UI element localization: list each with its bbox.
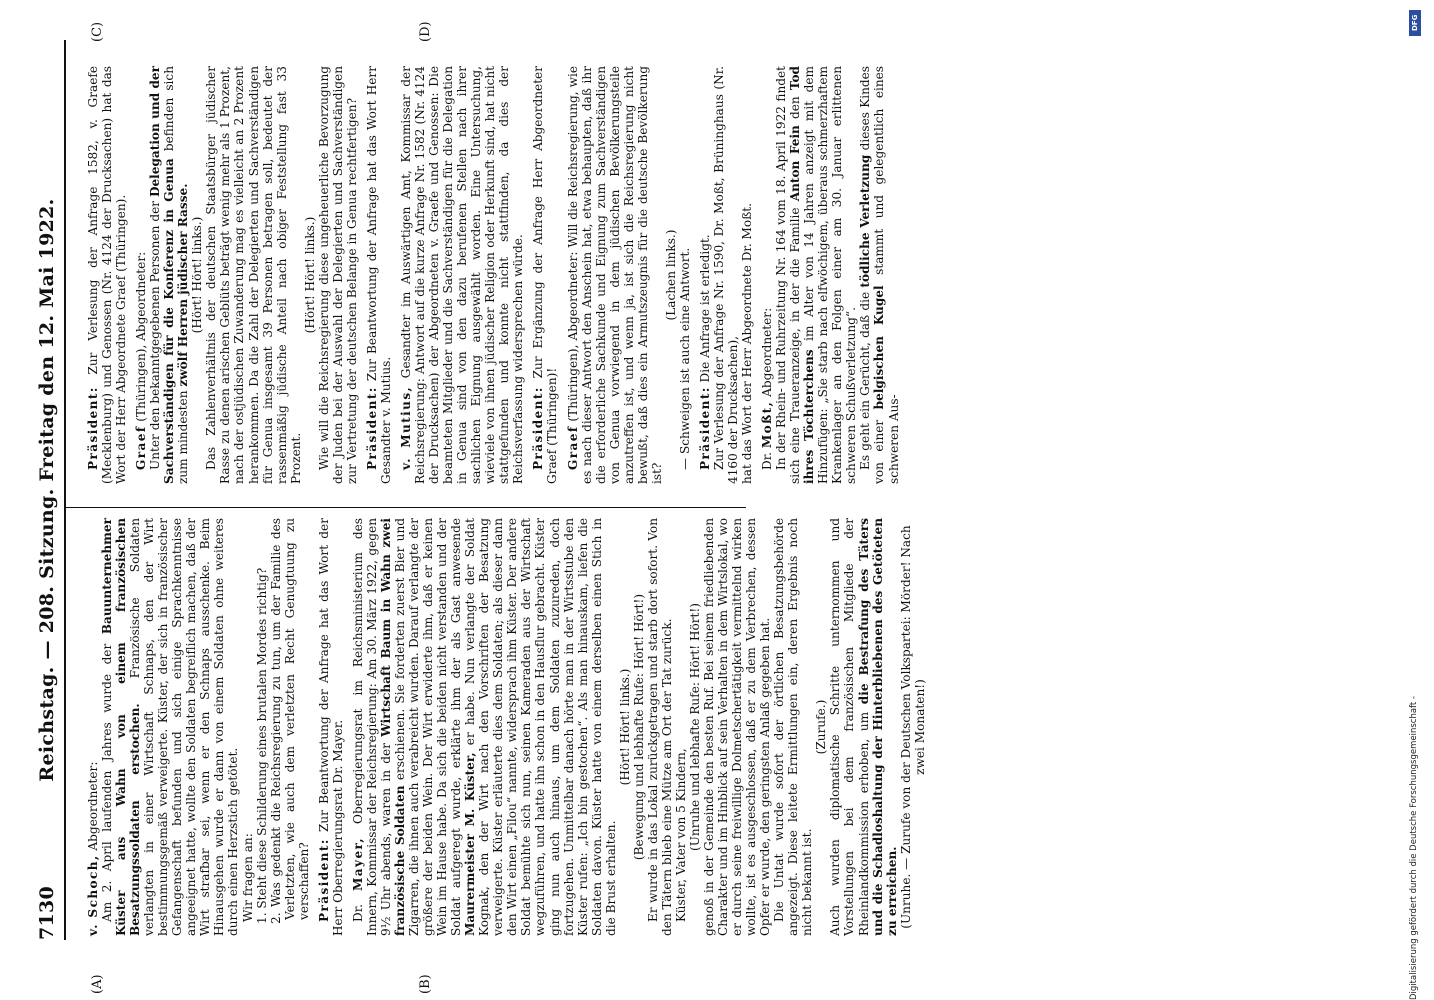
digitization-credit <box>1409 10 1421 1000</box>
interjection: (Unruhe. — Zurufe von der Deutschen Volkspartei: Mörder! Nach zwei Monaten!) <box>898 525 927 929</box>
interjection: (Hört! Hört! links.) <box>190 216 205 334</box>
right-column <box>86 66 901 484</box>
paragraph: Die Untat wurde sofort der örtlichen Besatzungsbehörde angezeigt. Diese leitete Ermittlungen ein, deren Ergebnis noch nicht bekannt ist. <box>772 518 815 936</box>
speaker-line: Präsident: Die Anfrage ist erledigt. <box>697 234 712 470</box>
speaker-line: Graef (Thüringen), Abgeordneter: <box>134 251 149 470</box>
dfg-logo: DFG <box>1409 10 1421 36</box>
page-number: 7130 <box>36 885 58 940</box>
paragraph: hat das Wort der Herr Abgeordnete Dr. Moßt. <box>740 203 755 484</box>
margin-mark-a: (A) <box>90 974 105 994</box>
speaker-line: Graef (Thüringen), Abgeordneter: Will die Reichsregierung, wie es nach dieser Antwort den Anschein hat, etwa behaupten, daß ihr die erforderliche Sachkunde und Eignung zum Sachverständigen von Genua vorwiegend in dem jüdischen Bevölkerungsteile anzutreffen ist, und wenn ja, ist sich die Reichsregierung nicht bewußt, daß dies ein Armutszeugnis für die deutsche Bevölkerung ist? <box>565 66 664 484</box>
paragraph: Wir fragen an: <box>240 833 255 922</box>
question-item: 1. Steht diese Schilderung eines brutalen Mordes richtig? <box>254 567 269 924</box>
interjection: (Hört! Hört! links.) <box>302 216 317 334</box>
speaker-name: Präsident: <box>316 838 331 922</box>
paragraph: — Schweigen ist auch eine Antwort. <box>677 247 692 470</box>
running-header <box>36 40 66 940</box>
paragraph: Küster, Vater von 5 Kindern, <box>673 748 688 922</box>
speaker-name: Mayer, <box>350 836 365 891</box>
paragraph: Unter den bekanntgegebenen Personen der Delegation und der Sachverständigen für die Konferenz in Genua befinden sich zum mindesten zwölf Herren jüdischer Rasse. <box>148 66 191 484</box>
paragraph: Dr. Mayer, Oberregierungsrat im Reichsministerium des Innern, Kommissar der Reichsregierung: Am 30. März 1922, gegen 9½ Uhr abends, waren in der Wirtschaft Baum in Wahn zwei französische Soldaten erschienen. Sie forderten zuerst Bier und Zigarren, die ihnen auch verabreicht wurden. Darauf verlangte der größere der beiden Wein. Der Wirt erwiderte ihm, daß er keinen Wein im Hause habe. Da sich die beiden nicht verstanden und der Soldat aufgeregt wurde, erklärte ihm der als Gast anwesende Maurermeister M. Küster, er habe. Nun verlangte der Soldat Kognak, den der Wirt nach den Vorschriften der Besatzung verweigerte. Küster erläuterte dies dem Soldaten; als dieser dann den Wirt einen „Filou“ nannte, widersprach ihm Küster. Der andere Soldat bemühte sich nun, seinen Kameraden aus der Wirtschaft wegzuführen, und hatte ihn schon in den Hausflur gebracht. Küster ging nun auch hinaus, um dem Soldaten zuzureden, doch fortzugehen. Unmittelbar danach hörte man in der Wirtsstube den Küster rufen: „Ich bin gestochen“. Als man hinauskam, liefen die Soldaten davon. Küster hatte von einem derselben einen Stich in die Brust erhalten. <box>350 518 618 936</box>
paragraph: Er wurde in das Lokal zurückgetragen und starb dort sofort. Von den Tätern blieb eine Mütze am Ort der Tat zurück. <box>645 518 674 936</box>
paragraph: Das Zahlenverhältnis der deutschen Staatsbürger jüdischer Rasse zu denen arischen Geblüts beträgt wenig mehr als 1 Prozent, nach der ostjüdischen Zuwanderung mag es vielleicht an 2 Prozent herankommen. Da die Zahl der Delegierten und Sachverständigen für Genua insgesamt 39 Personen betragen soll, bedeutet der rassenmäßig jüdische Anteil nach obiger Feststellung fast 33 Prozent. <box>204 66 303 484</box>
interjection: (Hört! Hört! links.) <box>617 668 632 786</box>
speaker-line: Präsident: Zur Beantwortung der Anfrage hat das Wort Herr Gesandter v. Mutius. <box>364 66 393 484</box>
paragraph: Es geht ein Gerücht, daß die tödliche Verletzung dieses Kindes von einer belgischen Kugel stammt und gelegentlich eines schweren Aus- <box>858 65 901 484</box>
paragraph: In der Rhein- und Ruhrzeitung Nr. 164 vom 18. April 1922 findet sich eine Traueranzeige, in der die Familie Anton Fein den Tod ihres Töchterchens im Alter von 14 Jahren anzeigt mit dem Hinzufügen: „Sie starb nach elfwöchigem, überaus schmerzhaftem Krankenlager an den Folgen einer am 30. Januar erlittenen schweren Schußverletzung“. <box>774 66 859 484</box>
speaker-line: Präsident: Zur Beantwortung der Anfrage hat das Wort der Herr Oberregierungsrat Dr. Mayer. <box>316 518 345 936</box>
speaker-name: Präsident: <box>364 386 379 470</box>
credit-text: Digitalisierung gefördert durch die Deutsche Forschungsgemeinschaft - <box>1409 696 1419 1000</box>
header-rule <box>64 40 66 940</box>
paragraph: genoß in der Gemeinde den besten Ruf. Bei seinem friedliebenden Charakter und im Hinblick auf sein Verhalten in dem Wirtslokal, wo er durch seine freiwillige Dolmetschertätigkeit vermittelnd wirken wollte, ist es ausgeschlossen, daß er zu dem Verbrechen, dessen Opfer er wurde, den geringsten Anlaß gegeben hat. <box>702 518 773 936</box>
margin-mark-d: (D) <box>418 21 433 42</box>
margin-mark-b: (B) <box>418 974 433 994</box>
paragraph: Am 2. April laufenden Jahres wurde der Bauunternehmer Küster aus Wahn von einem französischen Besatzungssoldaten erstochen. Französische Soldaten verlangten in einer Wirtschaft Schnaps, den der Wirt bestimmungsgemäß verweigerte. Küster, der sich in französischer Gefangenschaft befunden und sich einige Sprachkenntnisse angeeignet hatte, wollte den Soldaten begreiflich machen, daß der Wirt strafbar sei, wenn er den Schnaps ausschenke. Beim Hinausgehen wurde er dann von einem Soldaten ohne weiteres durch einen Herzstich getötet. <box>100 518 241 936</box>
speaker-line: Dr. Moßt, Abgeordneter: <box>760 307 775 470</box>
margin-mark-c: (C) <box>90 21 105 42</box>
speaker-name: v. Schoch, <box>86 854 100 936</box>
page-title: Reichstag. — 208. Sitzung. Freitag den 12. Mai 1922. <box>36 198 58 782</box>
left-column <box>86 518 927 936</box>
interjection: (Unruhe und lebhafte Rufe: Hört! Hört!) <box>687 603 702 851</box>
speaker-name: Präsident: <box>697 386 712 470</box>
paragraph: Wie will die Reichsregierung diese ungeheuerliche Bevorzugung der Juden bei der Auswahl der Delegierten und Sachverständigen zur Vertretung der deutschen Belange in Genua rechtfertigen? <box>316 66 359 484</box>
speaker-name: Präsident: <box>531 386 546 470</box>
speaker-line: v. Mutius, Gesandter im Auswärtigen Amt, Kommissar der Reichsregierung: Antwort auf die kurze Anfrage Nr. 1582 (Nr. 4124 der Drucksachen) der Abgeordneten v. Graefe und Genossen: Die beamteten Mitglieder und die Sachverständigen für die Delegation in Genua sind von den dazu berufenen Stellen nach ihrer sachlichen Eignung ausgewählt worden. Eine Untersuchung, wieviele von ihnen jüdischer Religion oder Herkunft sind, hat nicht stattgefunden und konnte nicht stattfinden, da dies der Reichsverfassung widersprechen würde. <box>398 66 526 484</box>
speaker-name: Graef <box>565 425 580 470</box>
question-item: 2. Was gedenkt die Reichsregierung zu tun, um der Familie des Verletzten, wie auch dem verletzten Recht Genugtuung zu verschaffen? <box>268 518 311 924</box>
paragraph: Zur Verlesung der Anfrage Nr. 1590, Dr. Moßt, Brüninghaus (Nr. 4160 der Drucksachen), <box>711 66 741 484</box>
speaker-line: Präsident: Zur Ergänzung der Anfrage Herr Abgeordneter Graef (Thüringen)! <box>531 66 560 484</box>
column-divider <box>66 507 746 508</box>
interjection: (Zurufe.) <box>814 699 829 755</box>
speaker-line: v. Schoch, Abgeordneter: <box>86 761 100 936</box>
speaker-name: Moßt, <box>760 400 775 449</box>
interjection: (Lachen links.) <box>663 229 678 321</box>
paragraph: Auch wurden diplomatische Schritte unternommen und Vorstellungen bei dem französischen Mitgliede der Rheinlandkommission erhoben, um die Bestrafung des Täters und die Schadloshaltung der Hinterbliebenen des Getöteten zu erreichen. <box>828 518 899 936</box>
speaker-line: Präsident: Zur Verlesung der Anfrage 1582, v. Graefe (Mecklenburg) und Genossen (Nr. 4124 der Drucksachen) hat das Wort der Herr Abgeordnete Graef (Thüringen). <box>86 66 129 484</box>
interjection: (Bewegung und lebhafte Rufe: Hört! Hört!) <box>631 593 646 861</box>
speaker-name: Graef <box>134 425 149 470</box>
speaker-name: Präsident: <box>86 386 100 470</box>
speaker-name: v. Mutius, <box>398 385 413 470</box>
